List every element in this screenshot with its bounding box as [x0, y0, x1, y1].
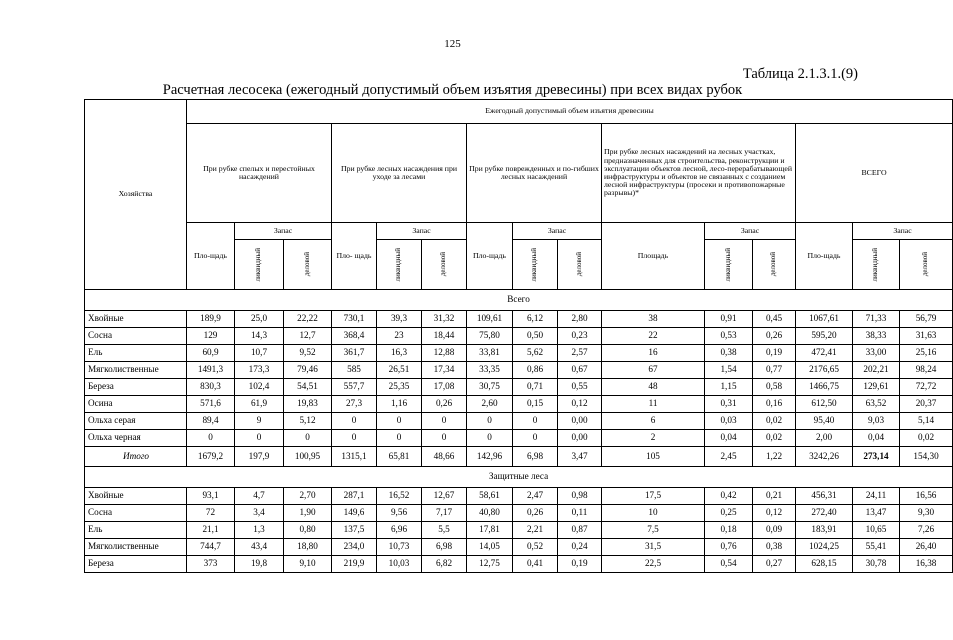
table-cell: 0,11 — [558, 505, 602, 522]
table-cell: 0,86 — [513, 362, 558, 379]
table-cell: 89,4 — [187, 413, 235, 430]
group-header-damaged: При рубке поврежденных и по-гибших лесных насаждений — [467, 124, 602, 223]
table-cell: 0 — [187, 430, 235, 447]
table-cell: 25,16 — [900, 345, 953, 362]
table-cell: 368,4 — [332, 328, 377, 345]
table-cell: 0,09 — [753, 522, 796, 539]
table-cell: 189,9 — [187, 311, 235, 328]
table-row — [85, 328, 953, 345]
table-cell: 0,21 — [753, 488, 796, 505]
row-label: Береза — [85, 556, 187, 573]
group-header-mature: При рубке спелых и перестойных насаждений — [187, 124, 332, 223]
row-label: Мягколиственные — [85, 539, 187, 556]
table-cell: 0 — [422, 430, 467, 447]
page-number: 125 — [444, 38, 461, 50]
table-cell: 3242,26 — [796, 447, 853, 467]
area-header: Пло-щадь — [467, 223, 513, 290]
table-cell: 142,96 — [467, 447, 513, 467]
table-cell: 5,62 — [513, 345, 558, 362]
area-header: Пло-щадь — [187, 223, 235, 290]
table-cell: 54,51 — [284, 379, 332, 396]
table-cell: 0,24 — [558, 539, 602, 556]
allowable-cut-table — [84, 99, 953, 573]
table-cell: 273,14 — [853, 447, 900, 467]
table-cell: 149,6 — [332, 505, 377, 522]
table-cell: 585 — [332, 362, 377, 379]
row-label: Ольха серая — [85, 413, 187, 430]
table-cell: 98,24 — [900, 362, 953, 379]
table-header — [85, 100, 953, 290]
table-cell: 0,77 — [753, 362, 796, 379]
table-cell: 0 — [284, 430, 332, 447]
table-cell: 1,16 — [377, 396, 422, 413]
table-cell: 7,5 — [602, 522, 705, 539]
table-cell: 1067,61 — [796, 311, 853, 328]
table-cell: 1,3 — [235, 522, 284, 539]
table-cell: 17,81 — [467, 522, 513, 539]
table-cell: 6,96 — [377, 522, 422, 539]
table-cell: 6,98 — [422, 539, 467, 556]
table-cell: 19,83 — [284, 396, 332, 413]
table-cell: 0 — [513, 430, 558, 447]
table-cell: 6 — [602, 413, 705, 430]
table-cell: 0,45 — [753, 311, 796, 328]
table-cell: 0,00 — [558, 430, 602, 447]
table-cell: 25,35 — [377, 379, 422, 396]
table-cell: 22,22 — [284, 311, 332, 328]
table-cell: 1,90 — [284, 505, 332, 522]
table-cell: 0,00 — [558, 413, 602, 430]
table-cell: 55,41 — [853, 539, 900, 556]
table-cell: 361,7 — [332, 345, 377, 362]
table-cell: 18,80 — [284, 539, 332, 556]
table-cell: 0,27 — [753, 556, 796, 573]
table-cell: 2,70 — [284, 488, 332, 505]
table-row — [85, 413, 953, 430]
table-cell: 13,47 — [853, 505, 900, 522]
table-cell: 105 — [602, 447, 705, 467]
table-cell: 0,80 — [284, 522, 332, 539]
section-row — [85, 290, 953, 311]
table-cell: 0,26 — [513, 505, 558, 522]
table-cell: 0,98 — [558, 488, 602, 505]
table-cell: 0,38 — [753, 539, 796, 556]
table-cell: 1024,25 — [796, 539, 853, 556]
table-row — [85, 539, 953, 556]
table-cell: 0,26 — [753, 328, 796, 345]
table-cell: 9,30 — [900, 505, 953, 522]
table-cell: 10 — [602, 505, 705, 522]
table-cell: 0,16 — [753, 396, 796, 413]
table-cell: 0,31 — [705, 396, 753, 413]
table-cell: 2176,65 — [796, 362, 853, 379]
table-cell: 830,3 — [187, 379, 235, 396]
table-cell: 67 — [602, 362, 705, 379]
stock-header: Запас — [377, 223, 467, 240]
table-cell: 12,88 — [422, 345, 467, 362]
table-cell: 72 — [187, 505, 235, 522]
table-cell: 30,75 — [467, 379, 513, 396]
table-cell: 7,26 — [900, 522, 953, 539]
table-cell: 16,52 — [377, 488, 422, 505]
table-cell: 0,02 — [753, 413, 796, 430]
table-row — [85, 379, 953, 396]
row-label: Береза — [85, 379, 187, 396]
table-cell: 33,81 — [467, 345, 513, 362]
table-cell: 0,41 — [513, 556, 558, 573]
table-cell: 0 — [467, 413, 513, 430]
table-cell: 0,42 — [705, 488, 753, 505]
stock-header: Запас — [853, 223, 953, 240]
table-cell: 38 — [602, 311, 705, 328]
table-cell: 2,60 — [467, 396, 513, 413]
table-row — [85, 311, 953, 328]
table-cell: 129 — [187, 328, 235, 345]
table-cell: 0,23 — [558, 328, 602, 345]
table-cell: 33,35 — [467, 362, 513, 379]
business-header: деловой — [439, 252, 448, 277]
group-header-infrastructure: При рубке лесных насаждений на лесных участках, предназначенных для строительства, реконструкции и эксплуатации объектов лесной, лесо-перерабатывающей инфраструктуры и объектов не связанных с созданием лесной инфраструктуры (просеки и противопожарные разрывы)* — [602, 124, 796, 223]
table-cell: 102,4 — [235, 379, 284, 396]
table-cell: 5,12 — [284, 413, 332, 430]
table-cell: 0,50 — [513, 328, 558, 345]
table-cell: 0,26 — [422, 396, 467, 413]
table-cell: 1466,75 — [796, 379, 853, 396]
table-cell: 3,47 — [558, 447, 602, 467]
table-cell: 60,9 — [187, 345, 235, 362]
table-row — [85, 362, 953, 379]
table-cell: 272,40 — [796, 505, 853, 522]
group-header-thinning: При рубке лесных насаждения при уходе за лесами — [332, 124, 467, 223]
row-label: Мягколиственные — [85, 362, 187, 379]
table-cell: 22 — [602, 328, 705, 345]
area-header: Пло- щадь — [332, 223, 377, 290]
section-label: Всего — [85, 290, 953, 311]
table-cell: 612,50 — [796, 396, 853, 413]
table-cell: 0 — [332, 430, 377, 447]
table-cell: 17,34 — [422, 362, 467, 379]
table-cell: 2,80 — [558, 311, 602, 328]
table-cell: 0 — [235, 430, 284, 447]
table-cell: 0,71 — [513, 379, 558, 396]
table-cell: 61,9 — [235, 396, 284, 413]
table-cell: 1,15 — [705, 379, 753, 396]
table-cell: 16,3 — [377, 345, 422, 362]
area-header: Площадь — [602, 223, 705, 290]
table-cell: 100,95 — [284, 447, 332, 467]
table-cell: 0 — [377, 430, 422, 447]
table-cell: 628,15 — [796, 556, 853, 573]
section-row — [85, 467, 953, 488]
table-cell: 0,87 — [558, 522, 602, 539]
table-cell: 18,44 — [422, 328, 467, 345]
table-cell: 0,03 — [705, 413, 753, 430]
table-cell: 0,25 — [705, 505, 753, 522]
table-cell: 31,63 — [900, 328, 953, 345]
table-cell: 2,00 — [796, 430, 853, 447]
table-cell: 31,5 — [602, 539, 705, 556]
section-label: Защитные леса — [85, 467, 953, 488]
table-cell: 48 — [602, 379, 705, 396]
business-header: деловой — [574, 252, 583, 277]
table-cell: 6,12 — [513, 311, 558, 328]
liquid-header: ликвидный — [723, 247, 732, 282]
total-row — [85, 447, 953, 467]
table-row — [85, 505, 953, 522]
table-cell: 10,03 — [377, 556, 422, 573]
business-header: деловой — [921, 252, 930, 277]
table-cell: 63,52 — [853, 396, 900, 413]
table-cell: 0 — [332, 413, 377, 430]
table-row — [85, 556, 953, 573]
liquid-header: ликвидный — [254, 247, 263, 282]
table-cell: 373 — [187, 556, 235, 573]
table-cell: 2,45 — [705, 447, 753, 467]
table-cell: 9,52 — [284, 345, 332, 362]
table-cell: 1,54 — [705, 362, 753, 379]
stock-header: Запас — [513, 223, 602, 240]
table-cell: 0 — [422, 413, 467, 430]
table-row — [85, 522, 953, 539]
table-cell: 0 — [467, 430, 513, 447]
table-row — [85, 345, 953, 362]
table-cell: 0,38 — [705, 345, 753, 362]
table-cell: 33,00 — [853, 345, 900, 362]
table-cell: 1,22 — [753, 447, 796, 467]
table-cell: 6,82 — [422, 556, 467, 573]
table-cell: 10,65 — [853, 522, 900, 539]
table-cell: 48,66 — [422, 447, 467, 467]
table-cell: 40,80 — [467, 505, 513, 522]
table-cell: 129,61 — [853, 379, 900, 396]
table-cell: 7,17 — [422, 505, 467, 522]
table-cell: 0,04 — [705, 430, 753, 447]
table-cell: 5,5 — [422, 522, 467, 539]
table-cell: 9 — [235, 413, 284, 430]
row-label: Ель — [85, 345, 187, 362]
annual-volume-header: Ежегодный допустимый объем изъятия древесины — [187, 100, 953, 124]
table-cell: 1491,3 — [187, 362, 235, 379]
table-cell: 0,76 — [705, 539, 753, 556]
table-cell: 0,18 — [705, 522, 753, 539]
row-label: Хвойные — [85, 488, 187, 505]
table-cell: 5,14 — [900, 413, 953, 430]
table-cell: 38,33 — [853, 328, 900, 345]
table-row — [85, 396, 953, 413]
table-cell: 2 — [602, 430, 705, 447]
table-cell: 20,37 — [900, 396, 953, 413]
table-cell: 109,61 — [467, 311, 513, 328]
table-cell: 0,19 — [753, 345, 796, 362]
table-cell: 23 — [377, 328, 422, 345]
row-label: Хвойные — [85, 311, 187, 328]
table-cell: 24,11 — [853, 488, 900, 505]
stock-header: Запас — [705, 223, 796, 240]
table-cell: 14,05 — [467, 539, 513, 556]
table-row — [85, 430, 953, 447]
table-cell: 287,1 — [332, 488, 377, 505]
row-label: Осина — [85, 396, 187, 413]
table-cell: 202,21 — [853, 362, 900, 379]
table-cell: 9,03 — [853, 413, 900, 430]
table-cell: 11 — [602, 396, 705, 413]
table-cell: 0,58 — [753, 379, 796, 396]
table-cell: 75,80 — [467, 328, 513, 345]
table-cell: 137,5 — [332, 522, 377, 539]
table-cell: 26,51 — [377, 362, 422, 379]
table-cell: 27,3 — [332, 396, 377, 413]
row-label: Ель — [85, 522, 187, 539]
table-cell: 16,56 — [900, 488, 953, 505]
table-cell: 183,91 — [796, 522, 853, 539]
table-cell: 14,3 — [235, 328, 284, 345]
table-cell: 25,0 — [235, 311, 284, 328]
table-cell: 3,4 — [235, 505, 284, 522]
table-cell: 2,57 — [558, 345, 602, 362]
table-cell: 0,53 — [705, 328, 753, 345]
table-cell: 744,7 — [187, 539, 235, 556]
table-cell: 0,55 — [558, 379, 602, 396]
table-cell: 197,9 — [235, 447, 284, 467]
table-cell: 9,10 — [284, 556, 332, 573]
business-header: деловой — [769, 252, 778, 277]
table-cell: 173,3 — [235, 362, 284, 379]
row-label: Сосна — [85, 505, 187, 522]
stock-header: Запас — [235, 223, 332, 240]
table-cell: 31,32 — [422, 311, 467, 328]
table-cell: 4,7 — [235, 488, 284, 505]
table-cell: 65,81 — [377, 447, 422, 467]
table-cell: 0,19 — [558, 556, 602, 573]
table-cell: 58,61 — [467, 488, 513, 505]
table-cell: 43,4 — [235, 539, 284, 556]
table-cell: 219,9 — [332, 556, 377, 573]
table-cell: 1679,2 — [187, 447, 235, 467]
table-cell: 12,75 — [467, 556, 513, 573]
table-cell: 0,02 — [753, 430, 796, 447]
table-cell: 16 — [602, 345, 705, 362]
table-cell: 595,20 — [796, 328, 853, 345]
table-cell: 26,40 — [900, 539, 953, 556]
table-cell: 30,78 — [853, 556, 900, 573]
table-cell: 6,98 — [513, 447, 558, 467]
table-cell: 571,6 — [187, 396, 235, 413]
table-cell: 0,04 — [853, 430, 900, 447]
table-cell: 9,56 — [377, 505, 422, 522]
table-cell: 0,67 — [558, 362, 602, 379]
farms-header: Хозяйства — [85, 100, 187, 290]
liquid-header: ликвидный — [871, 247, 880, 282]
table-cell: 72,72 — [900, 379, 953, 396]
table-cell: 0,54 — [705, 556, 753, 573]
table-cell: 17,08 — [422, 379, 467, 396]
table-title: Расчетная лесосека (ежегодный допустимый объем изъятия древесины) при всех видах рубок — [162, 82, 743, 98]
table-row — [85, 488, 953, 505]
table-cell: 0,12 — [558, 396, 602, 413]
table-cell: 0,52 — [513, 539, 558, 556]
table-cell: 95,40 — [796, 413, 853, 430]
table-cell: 557,7 — [332, 379, 377, 396]
table-cell: 12,67 — [422, 488, 467, 505]
table-cell: 71,33 — [853, 311, 900, 328]
table-cell: 79,46 — [284, 362, 332, 379]
table-cell: 0 — [513, 413, 558, 430]
table-cell: 1315,1 — [332, 447, 377, 467]
table-cell: 10,73 — [377, 539, 422, 556]
table-cell: 472,41 — [796, 345, 853, 362]
table-cell: 0,12 — [753, 505, 796, 522]
table-cell: 0,02 — [900, 430, 953, 447]
table-cell: 0,91 — [705, 311, 753, 328]
table-cell: 39,3 — [377, 311, 422, 328]
table-cell: 16,38 — [900, 556, 953, 573]
table-cell: 234,0 — [332, 539, 377, 556]
table-cell: 2,21 — [513, 522, 558, 539]
group-header-total: ВСЕГО — [796, 124, 953, 223]
table-cell: 0 — [377, 413, 422, 430]
table-cell: 456,31 — [796, 488, 853, 505]
table-cell: 21,1 — [187, 522, 235, 539]
area-header: Пло-щадь — [796, 223, 853, 290]
row-label: Сосна — [85, 328, 187, 345]
table-cell: 2,47 — [513, 488, 558, 505]
table-body — [85, 290, 953, 573]
row-label: Ольха черная — [85, 430, 187, 447]
table-cell: 22,5 — [602, 556, 705, 573]
table-cell: 19,8 — [235, 556, 284, 573]
business-header: деловой — [302, 252, 311, 277]
table-cell: 730,1 — [332, 311, 377, 328]
liquid-header: ликвидный — [530, 247, 539, 282]
table-cell: 0,15 — [513, 396, 558, 413]
table-number: Таблица 2.1.3.1.(9) — [742, 66, 858, 82]
table-cell: 12,7 — [284, 328, 332, 345]
table-cell: 93,1 — [187, 488, 235, 505]
table-cell: 17,5 — [602, 488, 705, 505]
liquid-header: ликвидный — [394, 247, 403, 282]
row-label: Итого — [85, 447, 187, 467]
table-cell: 56,79 — [900, 311, 953, 328]
table-cell: 154,30 — [900, 447, 953, 467]
table-cell: 10,7 — [235, 345, 284, 362]
